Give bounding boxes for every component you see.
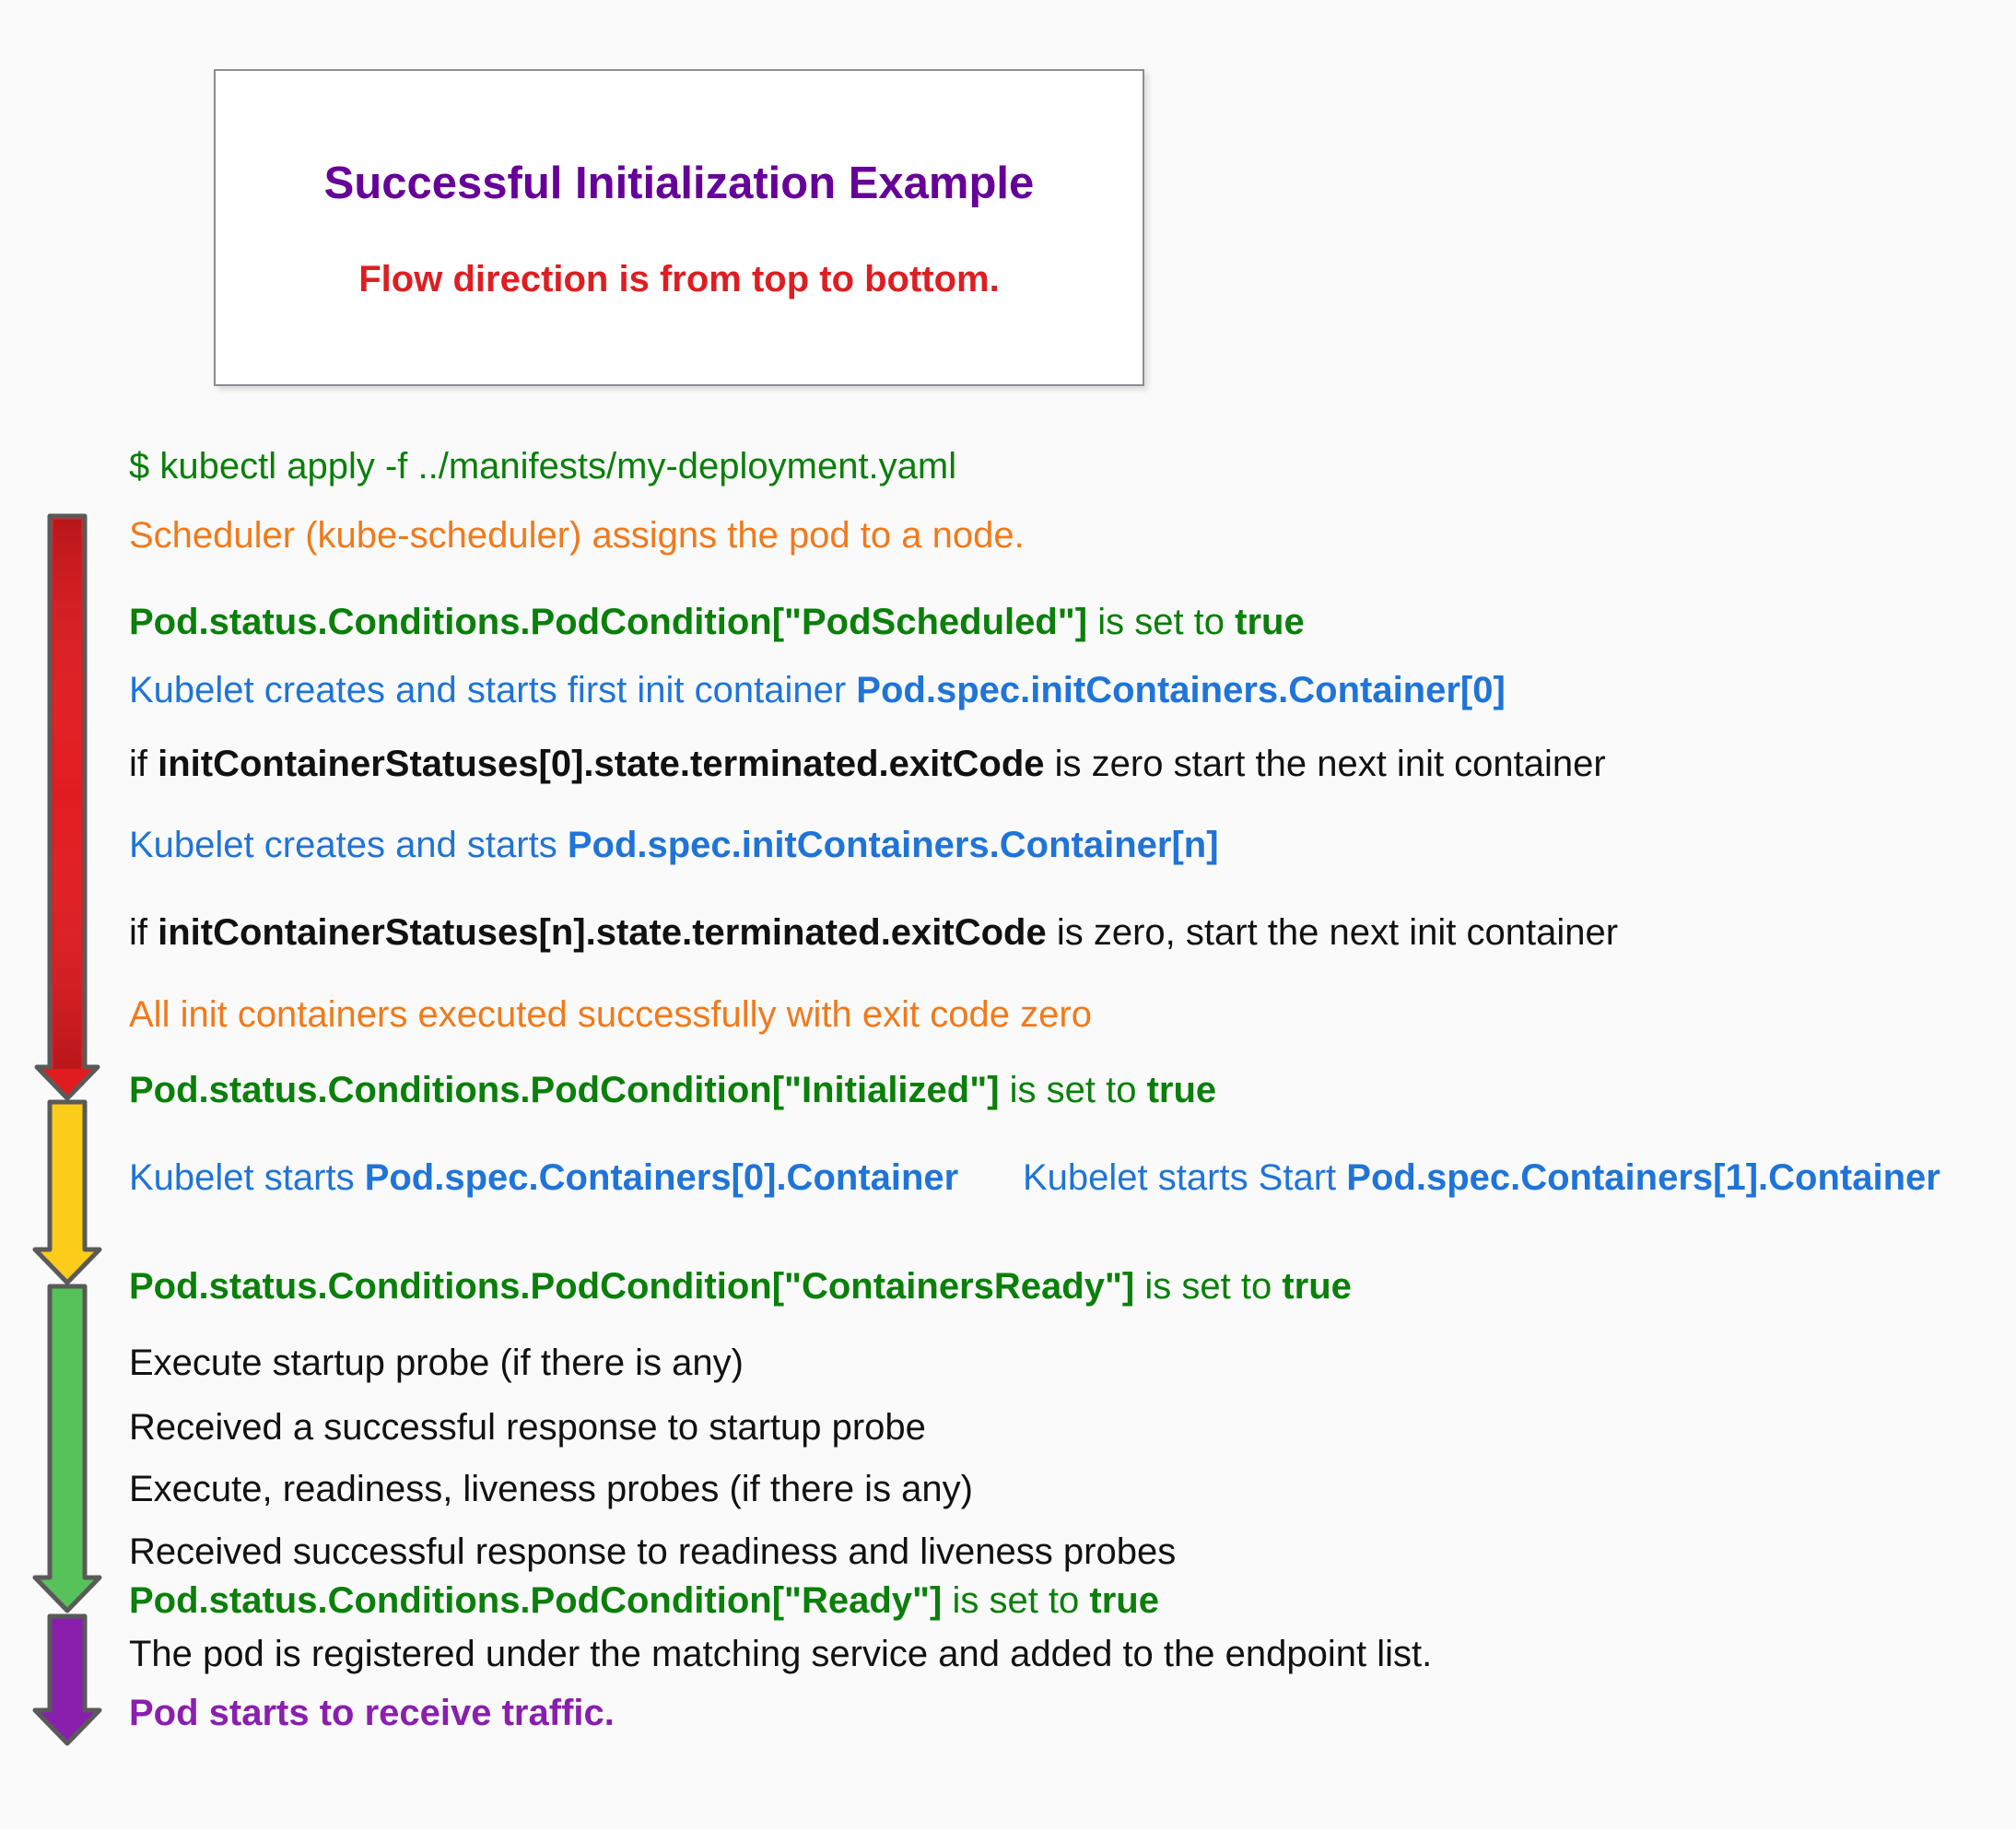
step-code-2: Pod.spec.Containers[1].Container	[1346, 1157, 1940, 1198]
probes-phase-arrow	[35, 1286, 100, 1611]
pod-scheduled-condition	[129, 600, 1305, 644]
step-code: Pod.spec.initContainers.Container[0]	[856, 670, 1506, 710]
step-suffix: is zero, start the next init container	[1046, 912, 1619, 953]
startup-probe-step: Execute startup probe (if there is any)	[129, 1343, 744, 1383]
traffic-step: Pod starts to receive traffic.	[129, 1693, 615, 1733]
condition-mid: is set to	[942, 1580, 1090, 1621]
diagram-subtitle: Flow direction is from top to bottom.	[358, 259, 1000, 299]
condition-mid: is set to	[1087, 602, 1236, 642]
step-text-2: Kubelet starts Start	[1023, 1157, 1347, 1198]
step-text: Kubelet creates and starts first init container	[129, 670, 857, 710]
condition-value: true	[1089, 1580, 1159, 1621]
check-first-step	[129, 742, 1606, 786]
containers-start-arrow	[35, 1102, 100, 1283]
condition-value: true	[1146, 1070, 1217, 1110]
start-containers-step-2	[1023, 1155, 1940, 1200]
initialized-condition	[129, 1068, 1216, 1112]
condition-code: Pod.status.Conditions.PodCondition["Ready"]	[129, 1580, 943, 1621]
ready-condition	[129, 1578, 1159, 1623]
registered-step: The pod is registered under the matching service and added to the endpoint list.	[129, 1634, 1433, 1674]
containers-ready-condition	[129, 1264, 1352, 1308]
init-n-step	[129, 823, 1219, 867]
condition-code: Pod.status.Conditions.PodCondition["Initialized"]	[129, 1070, 1000, 1110]
kubectl-command: $ kubectl apply -f ../manifests/my-deployment.yaml	[129, 446, 957, 487]
scheduler-step: Scheduler (kube-scheduler) assigns the pod to a node.	[129, 515, 1025, 556]
step-code-1: Pod.spec.Containers[0].Container	[364, 1157, 959, 1198]
step-suffix: is zero start the next init container	[1044, 744, 1606, 784]
condition-mid: is set to	[999, 1070, 1147, 1110]
condition-value: true	[1235, 602, 1305, 642]
condition-mid: is set to	[1134, 1266, 1283, 1307]
start-containers-step	[129, 1155, 958, 1200]
condition-code: Pod.status.Conditions.PodCondition["PodScheduled"]	[129, 602, 1088, 642]
step-text-1: Kubelet starts	[129, 1157, 365, 1198]
step-text: Kubelet creates and starts	[129, 825, 568, 865]
check-n-step	[129, 910, 1618, 955]
condition-value: true	[1282, 1266, 1352, 1307]
probes-ok-step: Received successful response to readiness and liveness probes	[129, 1531, 1177, 1572]
probes-step: Execute, readiness, liveness probes (if there is any)	[129, 1469, 973, 1509]
diagram-title: Successful Initialization Example	[323, 158, 1035, 208]
init-first-step	[129, 668, 1506, 712]
all-init-step: All init containers executed successfully with exit code zero	[129, 994, 1092, 1035]
step-prefix: if	[129, 912, 158, 953]
condition-code: Pod.status.Conditions.PodCondition["ContainersReady"]	[129, 1266, 1135, 1307]
startup-ok-step: Received a successful response to startup probe	[129, 1407, 926, 1448]
step-code: initContainerStatuses[0].state.terminated.exitCode	[158, 744, 1045, 784]
step-prefix: if	[129, 744, 158, 784]
traffic-phase-arrow	[35, 1616, 100, 1743]
step-code: initContainerStatuses[n].state.terminated.exitCode	[158, 912, 1047, 953]
step-code: Pod.spec.initContainers.Container[n]	[567, 825, 1219, 865]
